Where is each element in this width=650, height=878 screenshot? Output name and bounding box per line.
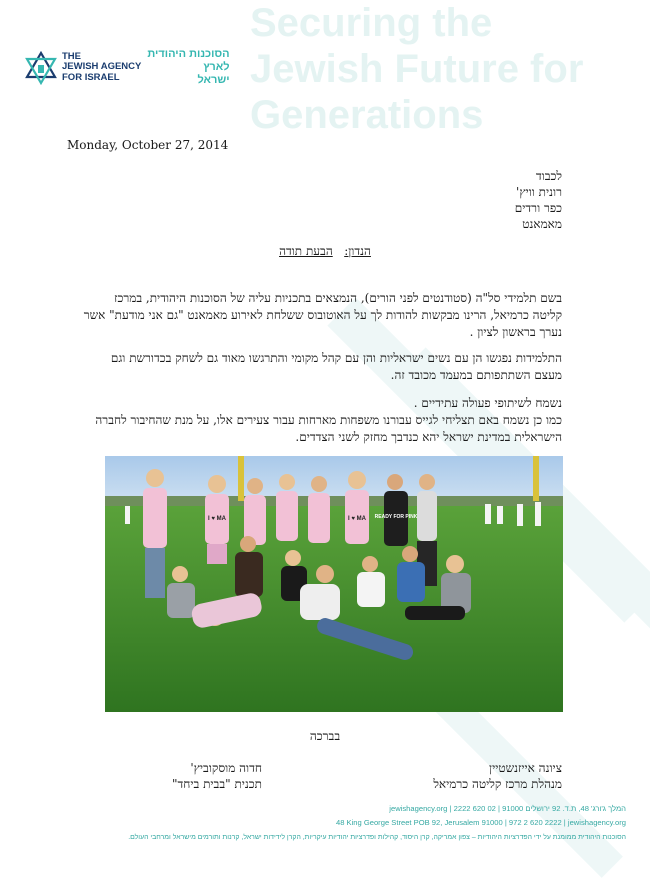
logo-en-line: JEWISH AGENCY bbox=[62, 61, 142, 73]
logo-he-line: ישראל bbox=[197, 74, 230, 86]
logo-he-line: לארץ bbox=[203, 61, 230, 73]
recipient-line: מאמאנט bbox=[522, 217, 562, 231]
group-photo-illustration bbox=[105, 456, 563, 712]
signature-block bbox=[172, 760, 262, 792]
body-line: נשמח לשיתופי פעולה עתידיים . bbox=[413, 396, 562, 410]
watermark-line: Jewish Future for bbox=[250, 47, 584, 91]
footer-funding-note: הסוכנות היהודית ממומנת על ידי הפדרציות היהודיות – צפון אמריקה, קרן היסוד, קהילות ופדרציות יהודיות עיקריות, הקרן לידידות ישראל, קרנות ותורמים מישראל ומרחבי העולם. bbox=[128, 834, 626, 841]
recipient-line: רונית וויץ' bbox=[516, 185, 562, 199]
shirt-text: I ♥ MA bbox=[348, 516, 366, 522]
logo-en-line: FOR ISRAEL bbox=[62, 71, 120, 83]
logo-hebrew-text bbox=[147, 48, 229, 87]
watermark-line: Generations bbox=[250, 93, 484, 137]
body-paragraph: התלמידות נפגשו הן עם נשים ישראליות והן עם קהל מקומי והתרגשו מאוד גם לשחק בכדורשת וגם מעצם השתתפותם במעמד מכובד זה. bbox=[110, 351, 562, 382]
signer-name: חדוה מוסקוביץ' bbox=[190, 761, 262, 775]
recipient-line: לכבוד bbox=[535, 169, 562, 183]
letter-subject bbox=[0, 244, 650, 259]
group-photo bbox=[105, 456, 563, 712]
shirt-text: I ♥ MA bbox=[208, 516, 226, 522]
letter-closing: בברכה bbox=[309, 729, 341, 743]
body-paragraph bbox=[82, 395, 562, 446]
watermark-line: Securing the bbox=[250, 1, 493, 45]
signer-title: תכנית "בבית ביחד" bbox=[171, 777, 262, 791]
jewish-agency-logo bbox=[24, 48, 230, 87]
logo-en-line: THE bbox=[62, 50, 81, 62]
subject-label: הנדון: bbox=[344, 244, 371, 258]
body-line: כמו כן נשמח באם תצליחי לגייס עבורנו משפחות מארחות עבור צעירים אלו, על מנת שהחיבור לחברה הישראלית במדינת ישראל יהא כנדבך מחזק לשני הצדדים. bbox=[95, 413, 562, 444]
watermark-slogan bbox=[250, 0, 630, 138]
recipient-line: כפר ורדים bbox=[514, 201, 562, 215]
footer-english-address: 48 King George Street POB 92, Jerusalem 91000 | 972 2 620 2222 | jewishagency.org bbox=[335, 818, 626, 827]
shirt-text: READY FOR PINK bbox=[374, 514, 418, 520]
letter-date: Monday, October 27, 2014 bbox=[67, 138, 229, 152]
signer-name: ציונה אייזנשטיין bbox=[489, 761, 562, 775]
logo-english-text bbox=[62, 52, 141, 84]
footer-hebrew-address: המלך ג'ורג' 48, ת.ד. 92 ירושלים 91000 | 02 620 2222 | jewishagency.org bbox=[389, 804, 626, 813]
signature-block bbox=[433, 760, 562, 792]
subject-text: הבעת תודה bbox=[279, 244, 333, 258]
signer-title: מנהלת מרכז קליטה כרמיאל bbox=[433, 777, 562, 791]
logo-he-line: הסוכנות היהודית bbox=[147, 48, 230, 60]
body-paragraph: בשם תלמידי סל"ה (סטודנטים לפני הורים), הנמצאים בתכניות עליה של הסוכנות היהודית, במרכז קליטה כרמיאל, הרינו מבקשות להודות לך על האוטובוס ששלחת לאירוע מאמאנט "גם אני מודעת" אשר נערך בראשון לציון . bbox=[83, 291, 562, 339]
recipient-address bbox=[515, 168, 562, 232]
star-of-david-icon bbox=[24, 51, 58, 85]
